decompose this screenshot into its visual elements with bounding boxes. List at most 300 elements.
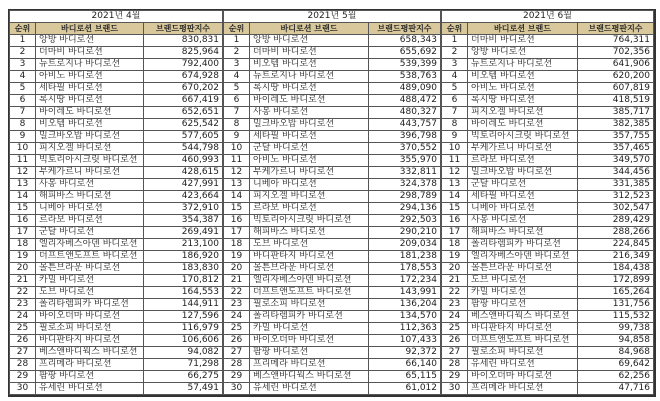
table-row xyxy=(224,143,441,155)
index-cell: 292,503 xyxy=(369,215,441,227)
index-cell: 165,264 xyxy=(578,287,654,299)
brand-cell: 세타필 바디로션 xyxy=(36,83,144,95)
brand-cell: 피지오겔 바디로션 xyxy=(468,107,578,119)
rank-cell: 8 xyxy=(10,119,36,131)
rank-cell: 22 xyxy=(224,287,250,299)
index-cell: 607,819 xyxy=(578,83,654,95)
index-cell: 349,570 xyxy=(578,155,654,167)
index-cell: 423,664 xyxy=(144,191,223,203)
rank-cell: 14 xyxy=(10,191,36,203)
brand-cell: 뉴트로지나 바디로션 xyxy=(250,71,369,83)
brand-cell: 베스앤바디웍스 바디로션 xyxy=(36,347,144,359)
brand-cell: 빅토리아시크릿 바디로션 xyxy=(36,155,144,167)
index-cell: 164,553 xyxy=(144,287,223,299)
table-row xyxy=(10,191,223,203)
table-row xyxy=(442,59,654,71)
rank-cell: 19 xyxy=(224,251,250,263)
brand-cell: 비오템 바디로션 xyxy=(468,71,578,83)
brand-cell: 니베아 바디로션 xyxy=(36,203,144,215)
index-cell: 830,831 xyxy=(144,35,223,47)
table-row xyxy=(442,131,654,143)
table-row xyxy=(224,383,441,395)
rank-cell: 14 xyxy=(224,191,250,203)
table-row xyxy=(224,47,441,59)
index-cell: 216,349 xyxy=(578,251,654,263)
brand-cell: 필로소피 바디로션 xyxy=(36,323,144,335)
brand-cell: 더프트앤도프트 바디로션 xyxy=(250,287,369,299)
rank-header: 순위 xyxy=(224,23,250,35)
brand-cell: 엘리자베스아덴 바디로션 xyxy=(250,275,369,287)
index-cell: 209,034 xyxy=(369,239,441,251)
table-row xyxy=(224,107,441,119)
rank-cell: 17 xyxy=(442,227,468,239)
brand-cell: 밀크바오밥 바디로션 xyxy=(468,167,578,179)
rank-cell: 9 xyxy=(10,131,36,143)
rank-cell: 2 xyxy=(224,47,250,59)
table-row xyxy=(224,323,441,335)
table-row xyxy=(442,227,654,239)
rank-cell: 5 xyxy=(442,83,468,95)
rank-cell: 3 xyxy=(10,59,36,71)
rank-cell: 7 xyxy=(10,107,36,119)
index-cell: 69,642 xyxy=(578,359,654,371)
index-cell: 127,596 xyxy=(144,311,223,323)
index-cell: 488,472 xyxy=(369,95,441,107)
brand-cell: 팜팡 바디로션 xyxy=(250,347,369,359)
brand-cell: 세타필 바디로션 xyxy=(250,131,369,143)
index-cell: 641,906 xyxy=(578,59,654,71)
rank-cell: 10 xyxy=(224,143,250,155)
rank-cell: 9 xyxy=(224,131,250,143)
index-cell: 792,400 xyxy=(144,59,223,71)
brand-cell: 니베아 바디로션 xyxy=(250,179,369,191)
brand-cell: 바디판타지 바디로션 xyxy=(468,323,578,335)
index-cell: 84,968 xyxy=(578,347,654,359)
index-cell: 294,136 xyxy=(369,203,441,215)
table-row xyxy=(442,335,654,347)
index-cell: 178,553 xyxy=(369,263,441,275)
rank-cell: 30 xyxy=(224,383,250,395)
rank-cell: 3 xyxy=(224,59,250,71)
rank-cell: 8 xyxy=(224,119,250,131)
rank-cell: 21 xyxy=(442,275,468,287)
brand-cell: 바이레도 바디로션 xyxy=(468,119,578,131)
brand-cell: 사봉 바디로션 xyxy=(468,215,578,227)
brand-cell: 앙방 바디로션 xyxy=(36,35,144,47)
table-row xyxy=(10,59,223,71)
table-row xyxy=(10,335,223,347)
rank-cell: 25 xyxy=(10,323,36,335)
rank-cell: 6 xyxy=(10,95,36,107)
brand-cell: 앙방 바디로션 xyxy=(468,47,578,59)
brand-cell: 베스앤바디웍스 바디로션 xyxy=(250,371,369,383)
rank-cell: 4 xyxy=(224,71,250,83)
index-cell: 443,757 xyxy=(369,119,441,131)
table-row xyxy=(442,311,654,323)
brand-cell: 바이오더마 바디로션 xyxy=(36,311,144,323)
index-cell: 92,372 xyxy=(369,347,441,359)
table-row xyxy=(442,155,654,167)
rank-cell: 2 xyxy=(10,47,36,59)
table-row xyxy=(10,359,223,371)
table-row xyxy=(442,167,654,179)
brand-cell: 바디판타지 바디로션 xyxy=(36,335,144,347)
brand-cell: 필로소피 바디로션 xyxy=(250,299,369,311)
brand-cell: 밀크바오밥 바디로션 xyxy=(36,131,144,143)
table-row xyxy=(442,71,654,83)
brand-cell: 해피바스 바디로션 xyxy=(36,191,144,203)
table-row xyxy=(224,35,441,47)
brand-cell: 니베아 바디로션 xyxy=(468,203,578,215)
brand-cell: 바이레도 바디로션 xyxy=(250,95,369,107)
rank-cell: 28 xyxy=(442,359,468,371)
header-row xyxy=(10,23,223,35)
index-cell: 94,858 xyxy=(578,335,654,347)
brand-cell: 뉴트로지나 바디로션 xyxy=(36,59,144,71)
table-row xyxy=(10,383,223,395)
brand-cell: 프리메라 바디로션 xyxy=(250,359,369,371)
index-cell: 702,356 xyxy=(578,47,654,59)
rank-cell: 23 xyxy=(442,299,468,311)
rank-cell: 21 xyxy=(10,275,36,287)
brand-cell: 팜팡 바디로션 xyxy=(468,299,578,311)
table-row xyxy=(10,203,223,215)
table-row xyxy=(442,287,654,299)
rank-cell: 13 xyxy=(224,179,250,191)
rank-cell: 26 xyxy=(442,335,468,347)
table-row xyxy=(10,71,223,83)
brand-cell: 엘리자베스아덴 바디로션 xyxy=(468,251,578,263)
header-row xyxy=(224,23,441,35)
rank-cell: 8 xyxy=(442,119,468,131)
brand-cell: 뉴트로지나 바디로션 xyxy=(468,59,578,71)
table-row xyxy=(224,275,441,287)
index-cell: 577,605 xyxy=(144,131,223,143)
table-row xyxy=(10,287,223,299)
table-row xyxy=(224,371,441,383)
table-row xyxy=(10,95,223,107)
table-row xyxy=(224,239,441,251)
brand-cell: 도브 바디로션 xyxy=(36,287,144,299)
brand-cell: 부케가르니 바디로션 xyxy=(468,143,578,155)
rank-cell: 4 xyxy=(10,71,36,83)
index-cell: 489,090 xyxy=(369,83,441,95)
brand-cell: 피지오겔 바디로션 xyxy=(36,143,144,155)
table-row xyxy=(224,203,441,215)
rank-cell: 11 xyxy=(442,155,468,167)
index-header: 브랜드평판지수 xyxy=(369,23,441,35)
rank-header: 순위 xyxy=(10,23,36,35)
brand-cell: 필로소피 바디로션 xyxy=(468,347,578,359)
index-cell: 143,991 xyxy=(369,287,441,299)
rank-header: 순위 xyxy=(442,23,468,35)
brand-cell: 더마비 바디로션 xyxy=(250,47,369,59)
index-cell: 324,378 xyxy=(369,179,441,191)
brand-ranking-tables xyxy=(8,9,656,397)
rank-cell: 7 xyxy=(224,107,250,119)
rank-cell: 26 xyxy=(10,335,36,347)
brand-cell: 사봉 바디로션 xyxy=(250,107,369,119)
table-row xyxy=(224,155,441,167)
rank-cell: 19 xyxy=(442,251,468,263)
index-cell: 224,845 xyxy=(578,239,654,251)
brand-cell: 몰튼브라운 바디로션 xyxy=(468,263,578,275)
rank-cell: 20 xyxy=(10,263,36,275)
rank-cell: 15 xyxy=(10,203,36,215)
brand-cell: 빅토리아시크릿 바디로션 xyxy=(250,215,369,227)
brand-cell: 몰튼브라운 바디로션 xyxy=(36,263,144,275)
rank-cell: 18 xyxy=(10,239,36,251)
index-cell: 357,755 xyxy=(578,131,654,143)
table-row xyxy=(10,131,223,143)
brand-cell: 도브 바디로션 xyxy=(250,239,369,251)
table-row xyxy=(224,131,441,143)
brand-cell: 비오템 바디로션 xyxy=(250,59,369,71)
index-cell: 544,798 xyxy=(144,143,223,155)
rank-cell: 18 xyxy=(224,239,250,251)
table-row xyxy=(10,311,223,323)
index-cell: 331,385 xyxy=(578,179,654,191)
rank-cell: 5 xyxy=(10,83,36,95)
rank-cell: 14 xyxy=(442,191,468,203)
index-cell: 302,547 xyxy=(578,203,654,215)
brand-cell: 빅토리아시크릿 바디로션 xyxy=(468,131,578,143)
brand-cell: 앙방 바디로션 xyxy=(250,35,369,47)
table-row xyxy=(10,239,223,251)
table-row xyxy=(224,335,441,347)
rank-cell: 22 xyxy=(10,287,36,299)
rank-cell: 17 xyxy=(10,227,36,239)
rank-cell: 29 xyxy=(442,371,468,383)
table-row xyxy=(10,119,223,131)
index-cell: 172,899 xyxy=(578,275,654,287)
brand-cell: 더마비 바디로션 xyxy=(36,47,144,59)
brand-cell: 유세린 바디로션 xyxy=(468,359,578,371)
table-row xyxy=(10,347,223,359)
table-row xyxy=(224,179,441,191)
table-row xyxy=(442,251,654,263)
brand-cell: 폴리타렘피카 바디로션 xyxy=(468,239,578,251)
rank-cell: 19 xyxy=(10,251,36,263)
rank-cell: 24 xyxy=(224,311,250,323)
table-row xyxy=(10,299,223,311)
rank-cell: 30 xyxy=(442,383,468,395)
brand-cell: 비오템 바디로션 xyxy=(36,119,144,131)
ranking-table-month-2 xyxy=(223,10,441,395)
brand-cell: 아비노 바디로션 xyxy=(36,71,144,83)
table-row xyxy=(10,371,223,383)
rank-cell: 7 xyxy=(442,107,468,119)
brand-cell: 바이오더마 바디로션 xyxy=(468,371,578,383)
brand-cell: 해피바스 바디로션 xyxy=(468,227,578,239)
table-row xyxy=(224,359,441,371)
table-row xyxy=(442,47,654,59)
table-row xyxy=(442,299,654,311)
table-row xyxy=(442,107,654,119)
month-title: 2021년 4월 xyxy=(10,11,223,23)
rank-cell: 28 xyxy=(224,359,250,371)
brand-cell: 해피바스 바디로션 xyxy=(250,227,369,239)
rank-cell: 1 xyxy=(442,35,468,47)
index-cell: 115,532 xyxy=(578,311,654,323)
rank-cell: 29 xyxy=(10,371,36,383)
index-cell: 213,100 xyxy=(144,239,223,251)
brand-cell: 록시땅 바디로션 xyxy=(250,83,369,95)
table-row xyxy=(442,383,654,395)
rank-cell: 24 xyxy=(442,311,468,323)
ranking-table-month-3 xyxy=(441,10,654,395)
table-row xyxy=(10,227,223,239)
index-cell: 655,692 xyxy=(369,47,441,59)
brand-header: 바디로션 브랜드 xyxy=(250,23,369,35)
index-cell: 172,234 xyxy=(369,275,441,287)
rank-cell: 29 xyxy=(224,371,250,383)
index-cell: 652,651 xyxy=(144,107,223,119)
rank-cell: 23 xyxy=(224,299,250,311)
index-cell: 288,266 xyxy=(578,227,654,239)
index-cell: 269,491 xyxy=(144,227,223,239)
index-cell: 94,082 xyxy=(144,347,223,359)
rank-cell: 25 xyxy=(224,323,250,335)
index-cell: 620,200 xyxy=(578,71,654,83)
table-row xyxy=(224,191,441,203)
index-cell: 106,606 xyxy=(144,335,223,347)
index-cell: 460,993 xyxy=(144,155,223,167)
index-cell: 428,615 xyxy=(144,167,223,179)
table-row xyxy=(224,263,441,275)
index-cell: 825,964 xyxy=(144,47,223,59)
table-row xyxy=(10,47,223,59)
month-title: 2021년 5월 xyxy=(224,11,441,23)
rank-cell: 6 xyxy=(224,95,250,107)
rank-cell: 26 xyxy=(224,335,250,347)
index-cell: 186,920 xyxy=(144,251,223,263)
brand-cell: 바디판타지 바디로션 xyxy=(250,251,369,263)
brand-cell: 르라보 바디로션 xyxy=(250,203,369,215)
table-row xyxy=(10,155,223,167)
index-cell: 290,210 xyxy=(369,227,441,239)
rank-cell: 15 xyxy=(442,203,468,215)
brand-cell: 피지오겔 바디로션 xyxy=(250,191,369,203)
brand-header: 바디로션 브랜드 xyxy=(468,23,578,35)
table-row xyxy=(224,227,441,239)
table-row xyxy=(442,275,654,287)
brand-cell: 유세린 바디로션 xyxy=(36,383,144,395)
index-cell: 382,385 xyxy=(578,119,654,131)
index-cell: 667,419 xyxy=(144,95,223,107)
brand-cell: 군달 바디로션 xyxy=(250,143,369,155)
brand-cell: 바이오더마 바디로션 xyxy=(250,335,369,347)
rank-cell: 9 xyxy=(442,131,468,143)
table-row xyxy=(224,215,441,227)
brand-cell: 르라보 바디로션 xyxy=(36,215,144,227)
index-cell: 385,717 xyxy=(578,107,654,119)
brand-cell: 아비노 바디로션 xyxy=(250,155,369,167)
index-cell: 625,542 xyxy=(144,119,223,131)
brand-cell: 카밀 바디로션 xyxy=(468,287,578,299)
brand-cell: 바이레도 바디로션 xyxy=(36,107,144,119)
brand-cell: 부케가르니 바디로션 xyxy=(36,167,144,179)
table-row xyxy=(224,251,441,263)
index-cell: 298,789 xyxy=(369,191,441,203)
brand-cell: 엘리자베스아덴 바디로션 xyxy=(36,239,144,251)
rank-cell: 22 xyxy=(442,287,468,299)
brand-cell: 밀크바오밥 바디로션 xyxy=(250,119,369,131)
index-cell: 99,738 xyxy=(578,323,654,335)
brand-cell: 르라보 바디로션 xyxy=(468,155,578,167)
index-cell: 658,343 xyxy=(369,35,441,47)
brand-cell: 사봉 바디로션 xyxy=(36,179,144,191)
rank-cell: 27 xyxy=(442,347,468,359)
brand-cell: 몰튼브라운 바디로션 xyxy=(250,263,369,275)
index-cell: 62,256 xyxy=(578,371,654,383)
rank-cell: 1 xyxy=(224,35,250,47)
brand-cell: 폴리타렘피카 바디로션 xyxy=(250,311,369,323)
index-cell: 66,275 xyxy=(144,371,223,383)
table-row xyxy=(442,203,654,215)
index-cell: 357,465 xyxy=(578,143,654,155)
index-cell: 65,115 xyxy=(369,371,441,383)
index-cell: 47,716 xyxy=(578,383,654,395)
brand-cell: 프리메라 바디로션 xyxy=(36,359,144,371)
index-cell: 764,311 xyxy=(578,35,654,47)
brand-cell: 팜팡 바디로션 xyxy=(36,371,144,383)
table-row xyxy=(10,167,223,179)
table-row xyxy=(442,191,654,203)
brand-header: 바디로션 브랜드 xyxy=(36,23,144,35)
index-cell: 170,812 xyxy=(144,275,223,287)
rank-cell: 11 xyxy=(224,155,250,167)
table-row xyxy=(10,83,223,95)
index-cell: 107,433 xyxy=(369,335,441,347)
table-row xyxy=(442,35,654,47)
table-row xyxy=(442,239,654,251)
index-cell: 136,204 xyxy=(369,299,441,311)
index-cell: 354,387 xyxy=(144,215,223,227)
table-row xyxy=(10,275,223,287)
table-row xyxy=(442,83,654,95)
index-cell: 289,429 xyxy=(578,215,654,227)
table-row xyxy=(224,167,441,179)
brand-cell: 유세린 바디로션 xyxy=(250,383,369,395)
table-row xyxy=(224,287,441,299)
table-row xyxy=(442,323,654,335)
rank-cell: 28 xyxy=(10,359,36,371)
rank-cell: 11 xyxy=(10,155,36,167)
rank-cell: 20 xyxy=(442,263,468,275)
rank-cell: 21 xyxy=(224,275,250,287)
rank-cell: 1 xyxy=(10,35,36,47)
table-row xyxy=(442,359,654,371)
brand-cell: 록시땅 바디로션 xyxy=(468,95,578,107)
table-row xyxy=(442,143,654,155)
index-cell: 427,991 xyxy=(144,179,223,191)
table-row xyxy=(224,59,441,71)
rank-cell: 6 xyxy=(442,95,468,107)
table-row xyxy=(224,71,441,83)
index-cell: 370,552 xyxy=(369,143,441,155)
index-cell: 312,523 xyxy=(578,191,654,203)
brand-cell: 폴리타렘피카 바디로션 xyxy=(36,299,144,311)
brand-cell: 세타필 바디로션 xyxy=(468,191,578,203)
rank-cell: 27 xyxy=(224,347,250,359)
table-row xyxy=(442,263,654,275)
index-cell: 670,202 xyxy=(144,83,223,95)
rank-cell: 30 xyxy=(10,383,36,395)
index-cell: 134,570 xyxy=(369,311,441,323)
rank-cell: 12 xyxy=(442,167,468,179)
rank-cell: 5 xyxy=(224,83,250,95)
